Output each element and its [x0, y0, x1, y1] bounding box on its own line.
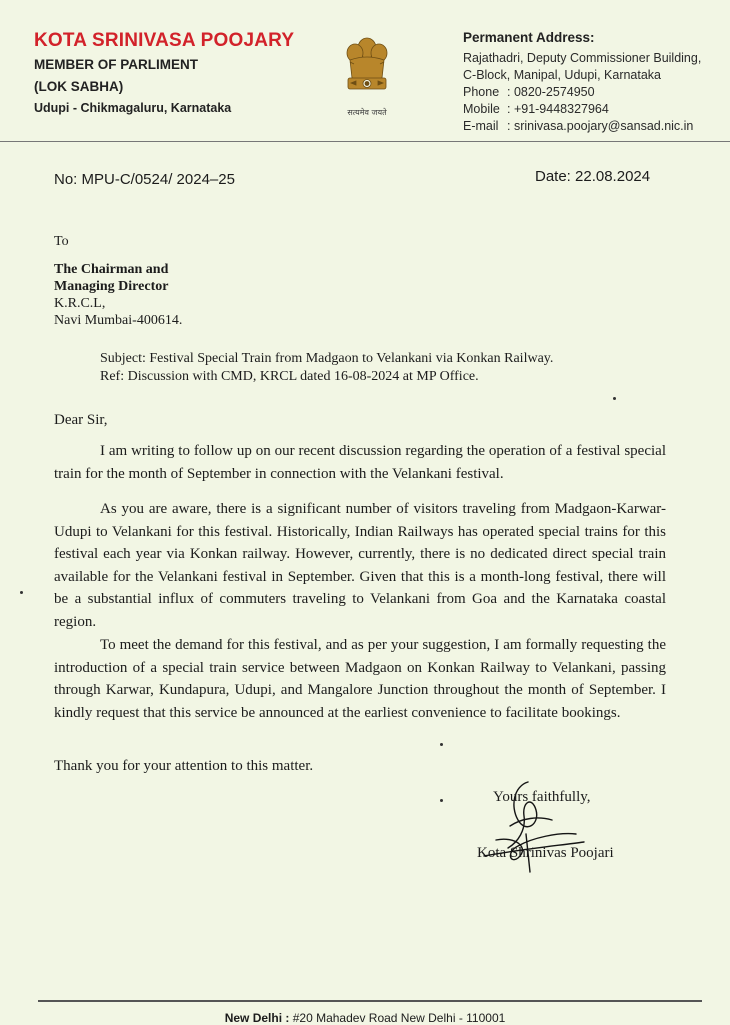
paragraph-1: I am writing to follow up on our recent discussion regarding the operation of a festival special train for the month of September in connection with the Velankani festival.	[54, 443, 666, 482]
recipient-line-4: Navi Mumbai-400614.	[54, 313, 183, 328]
subject-block	[100, 350, 553, 386]
closing: Yours faithfully,	[493, 789, 591, 805]
email-label: E-mail	[463, 119, 499, 133]
constituency: Udupi - Chikmagaluru, Karnataka	[34, 101, 232, 115]
mobile-label: Mobile	[463, 102, 500, 116]
thanks-line: Thank you for your attention to this matter.	[54, 758, 314, 774]
salutation: Dear Sir,	[54, 412, 108, 428]
address-title: Permanent Address:	[463, 30, 595, 45]
subject-line: Subject: Festival Special Train from Madgaon to Velankani via Konkan Railway.	[100, 351, 554, 366]
mp-title: MEMBER OF PARLIMENT	[34, 57, 198, 72]
paragraph-2: As you are aware, there is a significant number of visitors traveling from Madgaon-Karwar-Udupi to Velankani for this festival. Historically, Indian Railways has operated special trains for this festival each year via Konkan railway. However, currently, there is no dedicated direct special train available for the Velankani festival in September. Given that this is a month-long festival, there will be a substantial influx of commuters traveling to Velankani from Goa and the Karnataka coastal region.	[54, 501, 666, 630]
recipient-address	[54, 261, 182, 329]
email-row	[463, 119, 693, 133]
header-divider	[0, 141, 730, 142]
phone-row	[463, 85, 595, 99]
to-label: To	[54, 234, 69, 249]
footer-label: New Delhi :	[224, 1011, 290, 1025]
mobile-row	[463, 102, 609, 116]
footer-text: #20 Mahadev Road New Delhi - 110001	[292, 1011, 506, 1025]
recipient-line-2: Managing Director	[54, 279, 169, 294]
reference-line: Ref: Discussion with CMD, KRCL dated 16-08-2024 at MP Office.	[100, 369, 479, 384]
handwritten-signature	[466, 776, 606, 876]
paragraph-3: To meet the demand for this festival, and as per your suggestion, I am formally requesting the introduction of a special train service between Madgaon on Konkan Railway to Velankani, passing through Karwar, Kundapura, Udupi, and Mangalore Junction throughout the month of September. I kindly request that this service be announced at the earliest convenience to facilitate bookings.	[54, 637, 666, 721]
scan-speck	[440, 743, 443, 746]
scan-speck	[20, 591, 23, 594]
recipient-line-1: The Chairman and	[54, 262, 169, 277]
phone-number: : 0820-2574950	[507, 85, 595, 99]
letter-date: Date: 22.08.2024	[535, 168, 651, 185]
footer-divider	[38, 1000, 702, 1002]
scan-speck	[613, 397, 616, 400]
reference-number: No: MPU-C/0524/ 2024–25	[54, 171, 235, 188]
scan-speck	[440, 799, 443, 802]
recipient-line-3: K.R.C.L,	[54, 296, 106, 311]
mp-name: KOTA SRINIVASA POOJARY	[34, 30, 295, 51]
address-line-1: Rajathadri, Deputy Commissioner Building,	[463, 51, 702, 65]
signatory-name: Kota Shrinivas Poojari	[477, 845, 614, 861]
national-emblem-icon	[338, 34, 396, 120]
emblem-motto: सत्यमेव जयते	[347, 108, 387, 117]
email-address: : srinivasa.poojary@sansad.nic.in	[507, 119, 694, 133]
address-line-2: C-Block, Manipal, Udupi, Karnataka	[463, 68, 662, 82]
mobile-number: : +91-9448327964	[507, 102, 609, 116]
phone-label: Phone	[463, 85, 500, 99]
footer-address	[0, 1011, 730, 1025]
house-name: (LOK SABHA)	[34, 79, 124, 94]
